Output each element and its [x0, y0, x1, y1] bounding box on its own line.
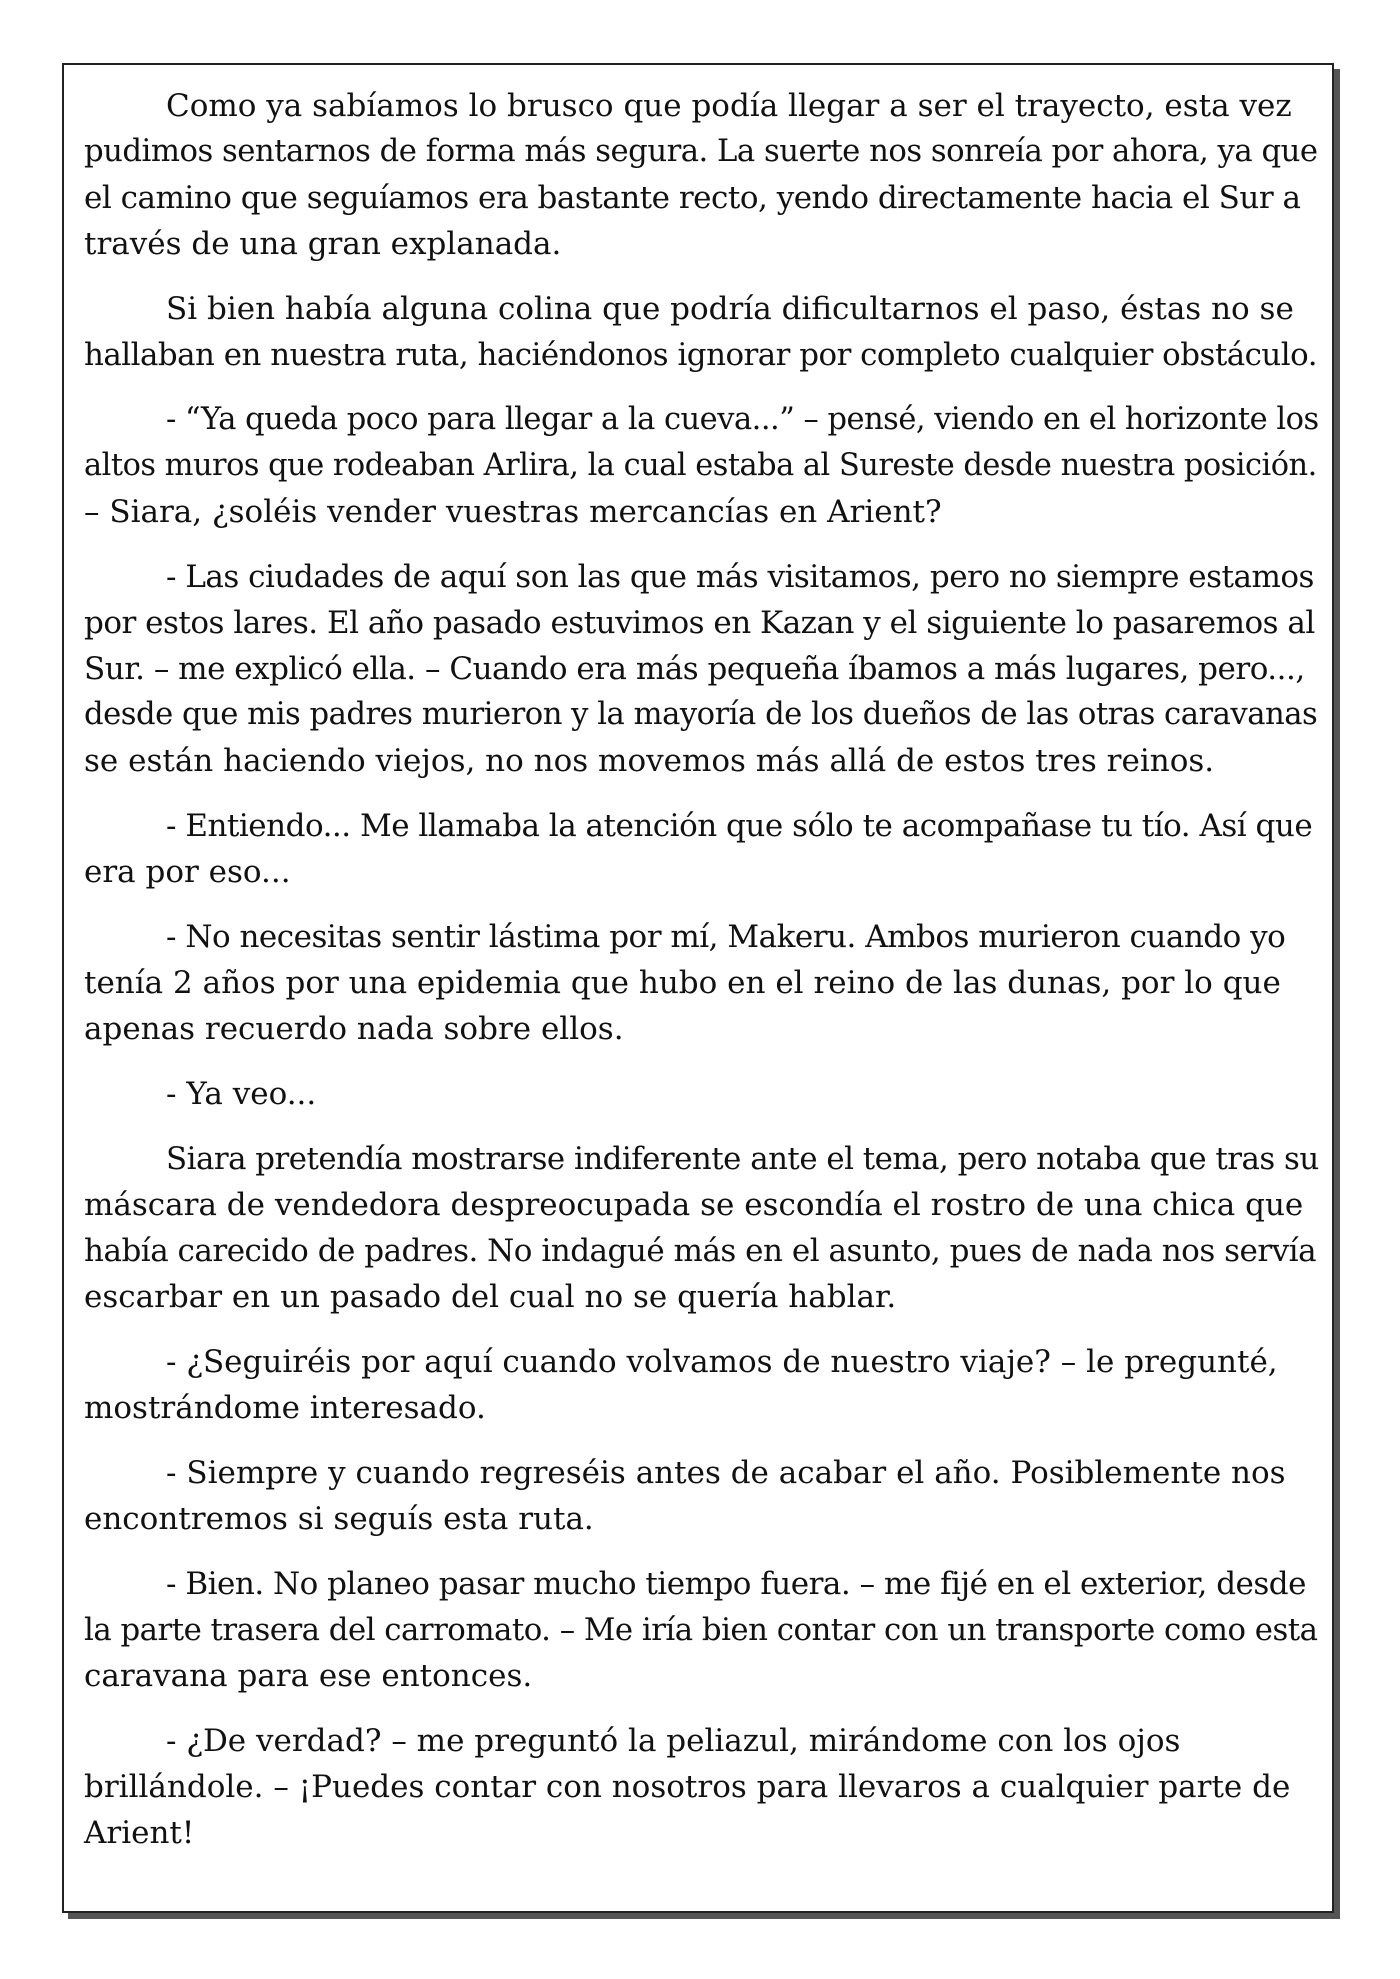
paragraph-line: encontremos si seguís esta ruta.: [84, 1501, 594, 1537]
paragraph-line: caravana para ese entonces.: [84, 1658, 533, 1694]
paragraph-line: por estos lares. El año pasado estuvimos en Kazan y el siguiente lo pasaremos al: [84, 605, 1315, 641]
paragraph-line: - No necesitas sentir lástima por mí, Makeru. Ambos murieron cuando yo: [166, 919, 1286, 955]
paragraph-line: la parte trasera del carromato. – Me iría bien contar con un transporte como esta: [84, 1612, 1318, 1648]
paragraph: [84, 803, 1318, 895]
paragraph-line: - ¿Seguiréis por aquí cuando volvamos de nuestro viaje? – le pregunté,: [166, 1344, 1278, 1380]
paragraph-line: través de una gran explanada.: [84, 226, 562, 262]
paragraph-line: Como ya sabíamos lo brusco que podía llegar a ser el trayecto, esta vez: [166, 88, 1292, 124]
paragraph-line: pudimos sentarnos de forma más segura. La suerte nos sonreía por ahora, ya que: [84, 134, 1318, 169]
paragraph-line: hallaban en nuestra ruta, haciéndonos ignorar por completo cualquier obstáculo.: [84, 337, 1318, 373]
paragraph-line: escarbar en un pasado del cual no se quería hablar.: [84, 1279, 897, 1315]
paragraph-line: Sur. – me explicó ella. – Cuando era más pequeña íbamos a más lugares, pero...,: [84, 651, 1305, 687]
paragraph-line: máscara de vendedora despreocupada se escondía el rostro de una chica que: [84, 1187, 1304, 1223]
paragraph: [84, 1071, 1318, 1117]
paragraph-line: - ¿De verdad? – me preguntó la peliazul, mirándome con los ojos: [166, 1723, 1181, 1759]
paragraph-line: - Bien. No planeo pasar mucho tiempo fuera. – me fijé en el exterior, desde: [166, 1566, 1306, 1602]
paragraph-line: Arient!: [84, 1815, 195, 1851]
paragraph: [84, 1136, 1318, 1320]
paragraph-line: desde que mis padres murieron y la mayoría de los dueños de las otras caravanas: [84, 697, 1318, 732]
paragraph: [84, 83, 1318, 267]
paragraph: [84, 1561, 1318, 1699]
paragraph: [84, 1450, 1318, 1542]
paragraph-line: tenía 2 años por una epidemia que hubo en el reino de las dunas, por lo que: [84, 965, 1281, 1001]
document-body: [84, 83, 1318, 1875]
paragraph-line: mostrándome interesado.: [84, 1390, 486, 1426]
paragraph-line: – Siara, ¿soléis vender vuestras mercancías en Arient?: [84, 494, 942, 530]
paragraph-line: había carecido de padres. No indagué más en el asunto, pues de nada nos servía: [84, 1233, 1317, 1269]
paragraph-line: - Siempre y cuando regreséis antes de acabar el año. Posiblemente nos: [166, 1455, 1286, 1491]
paragraph: [84, 914, 1318, 1052]
paragraph-line: - Ya veo...: [166, 1076, 317, 1112]
page-frame: [62, 63, 1334, 1913]
paragraph: [84, 286, 1318, 378]
paragraph-line: Siara pretendía mostrarse indiferente ante el tema, pero notaba que tras su: [166, 1141, 1319, 1177]
paragraph-line: brillándole. – ¡Puedes contar con nosotros para llevaros a cualquier parte de: [84, 1769, 1291, 1805]
paragraph: [84, 554, 1318, 784]
paragraph: [84, 397, 1318, 535]
paragraph-line: - Las ciudades de aquí son las que más visitamos, pero no siempre estamos: [166, 559, 1314, 595]
paragraph-line: - Entiendo... Me llamaba la atención que sólo te acompañase tu tío. Así que: [166, 808, 1313, 844]
paragraph-line: Si bien había alguna colina que podría dificultarnos el paso, éstas no se: [166, 291, 1294, 327]
paragraph-line: era por eso...: [84, 854, 291, 890]
paragraph: [84, 1339, 1318, 1431]
paragraph-line: el camino que seguíamos era bastante recto, yendo directamente hacia el Sur a: [84, 180, 1301, 216]
paragraph-line: altos muros que rodeaban Arlira, la cual estaba al Sureste desde nuestra posición.: [84, 448, 1317, 483]
paragraph-line: se están haciendo viejos, no nos movemos más allá de estos tres reinos.: [84, 743, 1215, 779]
paragraph: [84, 1718, 1318, 1856]
paragraph-line: - “Ya queda poco para llegar a la cueva...” – pensé, viendo en el horizonte los: [166, 402, 1319, 437]
paragraph-line: apenas recuerdo nada sobre ellos.: [84, 1011, 624, 1047]
